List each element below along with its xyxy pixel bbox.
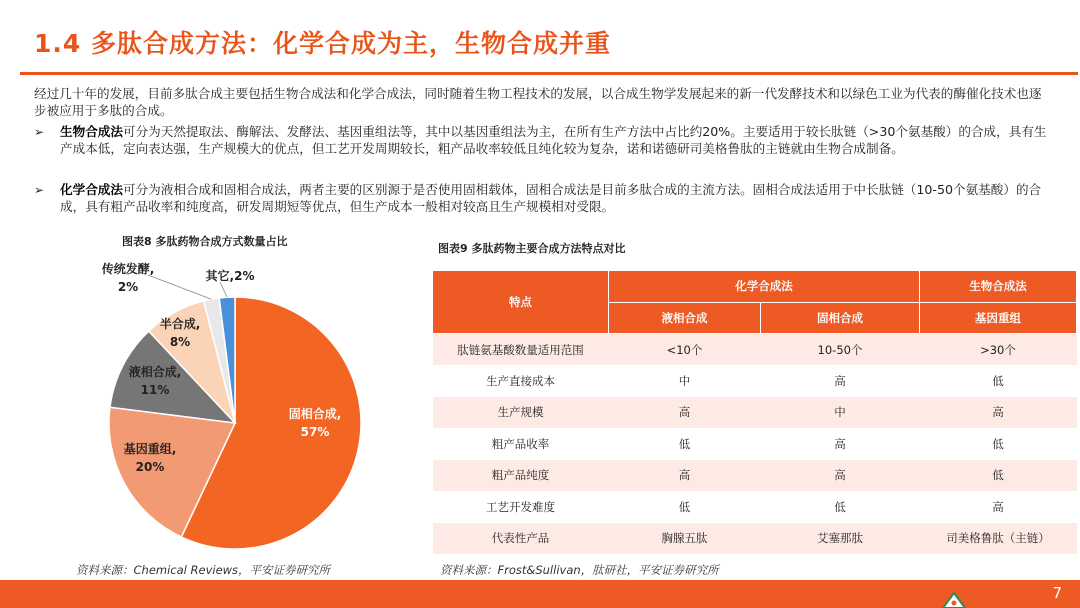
pie-label-value-1: 57%: [300, 425, 330, 439]
table-row: [433, 523, 1077, 555]
row-feature: 粗产品收率: [433, 428, 609, 460]
page-title: 1.4 多肽合成方法：化学合成为主，生物合成并重: [34, 29, 611, 58]
cell-gene: 司美格鲁肽（主链）: [920, 523, 1077, 555]
cell-solid: 高: [761, 428, 920, 460]
cell-solid: 艾塞那肽: [761, 523, 920, 555]
title-divider: [20, 72, 1078, 75]
row-feature: 工艺开发难度: [433, 491, 609, 523]
pie-label-name-5: 传统发酵,: [101, 262, 155, 276]
pie-label-name-3: 液相合成,: [128, 365, 182, 379]
comparison-table: [432, 270, 1077, 554]
cell-liquid: 中: [609, 365, 761, 397]
figure9-source: 资料来源：Frost&Sullivan，肽研社，平安证券研究所: [440, 563, 719, 577]
cell-liquid: 低: [609, 428, 761, 460]
page-number: 7: [1052, 584, 1062, 602]
bullet-arrow-icon: ➢: [34, 183, 45, 197]
cell-gene: 高: [920, 397, 1077, 429]
pie-label-name-4: 半合成,: [159, 317, 201, 331]
row-feature: 粗产品纯度: [433, 460, 609, 492]
bullet-bold-label: 生物合成法: [60, 124, 123, 139]
cell-liquid: 高: [609, 397, 761, 429]
footer-bar: [0, 580, 1080, 608]
row-feature: 代表性产品: [433, 523, 609, 555]
cell-liquid: 高: [609, 460, 761, 492]
cell-solid: 10-50个: [761, 334, 920, 366]
pie-label-value-4: 8%: [169, 335, 191, 349]
pie-leader-line: [148, 275, 211, 299]
pie-chart: [60, 258, 430, 558]
table-row: [433, 365, 1077, 397]
cell-solid: 中: [761, 397, 920, 429]
cell-gene: 高: [920, 491, 1077, 523]
row-feature: 生产规模: [433, 397, 609, 429]
pie-label-value-3: 11%: [140, 383, 170, 397]
figure9-caption: 图表9 多肽药物主要合成方法特点对比: [438, 242, 626, 255]
cell-gene: 低: [920, 365, 1077, 397]
cell-gene: >30个: [920, 334, 1077, 366]
cell-solid: 高: [761, 460, 920, 492]
bullet-chem-synthesis: [34, 182, 1054, 215]
figure8-source: 资料来源：Chemical Reviews，平安证券研究所: [76, 563, 331, 577]
bullet-bio-synthesis: [34, 124, 1054, 157]
bullet-text: 可分为液相合成和固相合成法，两者主要的区别源于是否使用固相载体，固相合成法是目前多肽合成的主流方法。固相合成法适用于中长肽链（10-50个氨基酸）的合成，具有粗产品收率和纯度高，研发周期短等优点，但生产成本一般相对较高且生产规模相对受限。: [60, 182, 1042, 214]
table-row: [433, 460, 1077, 492]
pie-label-value-5: 2%: [117, 280, 139, 294]
pie-label-name-2: 基因重组,: [123, 442, 177, 456]
pie-leader-line: [220, 282, 227, 297]
header-bio-synthesis: 生物合成法: [920, 271, 1077, 303]
cell-liquid: <10个: [609, 334, 761, 366]
row-feature: 生产直接成本: [433, 365, 609, 397]
figure8-caption: 图表8 多肽药物合成方式数量占比: [122, 235, 288, 248]
bullet-bold-label: 化学合成法: [60, 182, 123, 197]
company-logo-icon: [942, 592, 966, 608]
cell-liquid: 胸腺五肽: [609, 523, 761, 555]
header-chem-synthesis: 化学合成法: [609, 271, 920, 303]
table-row: [433, 397, 1077, 429]
table-row: [433, 491, 1077, 523]
cell-gene: 低: [920, 428, 1077, 460]
cell-solid: 高: [761, 365, 920, 397]
cell-liquid: 低: [609, 491, 761, 523]
cell-gene: 低: [920, 460, 1077, 492]
row-feature: 肽链氨基酸数量适用范围: [433, 334, 609, 366]
header-feature: 特点: [433, 271, 609, 334]
pie-label-value-2: 20%: [135, 460, 165, 474]
table-row: [433, 428, 1077, 460]
cell-solid: 低: [761, 491, 920, 523]
subheader-gene: 基因重组: [920, 302, 1077, 334]
intro-paragraph: 经过几十年的发展，目前多肽合成主要包括生物合成法和化学合成法，同时随着生物工程技术的发展，以合成生物学发展起来的新一代发酵技术和以绿色工业为代表的酶催化技术也逐步被应用于多肽的合成。: [34, 86, 1042, 118]
pie-label-6: 其它,2%: [205, 269, 255, 283]
bullet-text: 可分为天然提取法、酶解法、发酵法、基因重组法等，其中以基因重组法为主，在所有生产方法中占比约20%。主要适用于较长肽链（>30个氨基酸）的合成，具有生产成本低，定向表达强，生产规模大的优点，但工艺开发周期较长，粗产品收率较低且纯化较为复杂，诺和诺德研司美格鲁肽的主链就由生物合成制备。: [60, 124, 1047, 156]
bullet-arrow-icon: ➢: [34, 125, 45, 139]
table-row: [433, 334, 1077, 366]
subheader-liquid: 液相合成: [609, 302, 761, 334]
subheader-solid: 固相合成: [761, 302, 920, 334]
pie-label-name-1: 固相合成,: [288, 407, 342, 421]
